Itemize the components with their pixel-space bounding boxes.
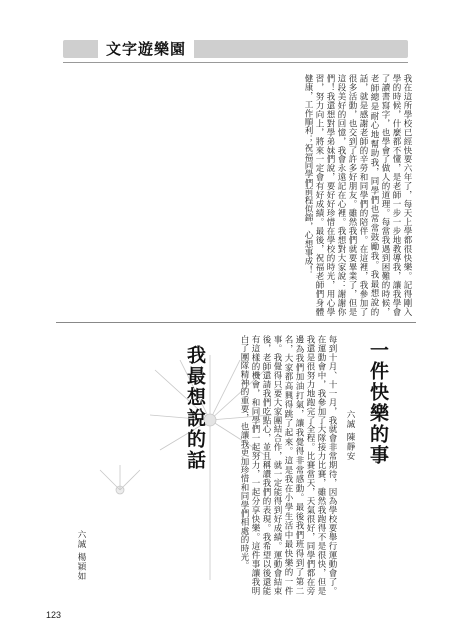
section-title: 文字遊樂園 [98,37,194,61]
article-top-author: 六誠 楊穎如 [76,530,86,582]
article-divider [56,322,416,323]
article-top-body: 我在這所學校已經快要六年了，每天上學都很快樂。記得剛入學的時候，什麼都不懂，是老師一步一步地教導我，讓我學會了讀書寫字，也學會了做人的道理。每當我遇到困難的時候，老師總是耐心地幫助我，同學們也常常鼓勵我。我最想說的話，就是感謝老師的辛勞和同學們的陪伴。在這裡，我參加了很多活動，也交到了許多好朋友。雖然我們就要畢業了，但是這段美好的回憶，我會永遠記在心裡。我想對大家說：謝謝你們！我還想對學弟妹們說，要好好珍惜在學校的時光，用心學習，努力向上，將來一定會有好成績。最後，祝福老師們身體健康，工作順利；祝福同學們前程似錦，心想事成！ [303,74,412,316]
article-top-title: 我最想說的話 [184,345,206,471]
article-top-body-continued [90,500,180,595]
article-bottom-body: 每到十月、十一月，我就會非常期待，因為學校要舉行運動會了。在運動會中，我參加了大隊接力比賽，雖然我跑得不是很快，但是我還是很努力地跑完了全程。比賽當天，天氣很好，同學們都在旁邊為我們加油打氣，讓我覺得非常感動。最後我們班得到了第二名，大家都高興得跳了起來。這是我在小學生活中最快樂的一件事。我覺得只要大家團結合作，就一定能得到好成績。運動會結束後，老師還請我們吃點心，並且稱讚我們的表現。我希望以後還能有這樣的機會，和同學們一起努力，一起分享快樂。這件事讓我明白了團隊精神的重要，也讓我更加珍惜和同學們相處的時光。 [239,335,337,595]
article-bottom-title: 一件快樂的事 [367,340,389,466]
page-number: 123 [46,610,62,620]
header-rule [63,62,408,63]
article-bottom-author: 六誠 陳靜安 [345,410,355,462]
